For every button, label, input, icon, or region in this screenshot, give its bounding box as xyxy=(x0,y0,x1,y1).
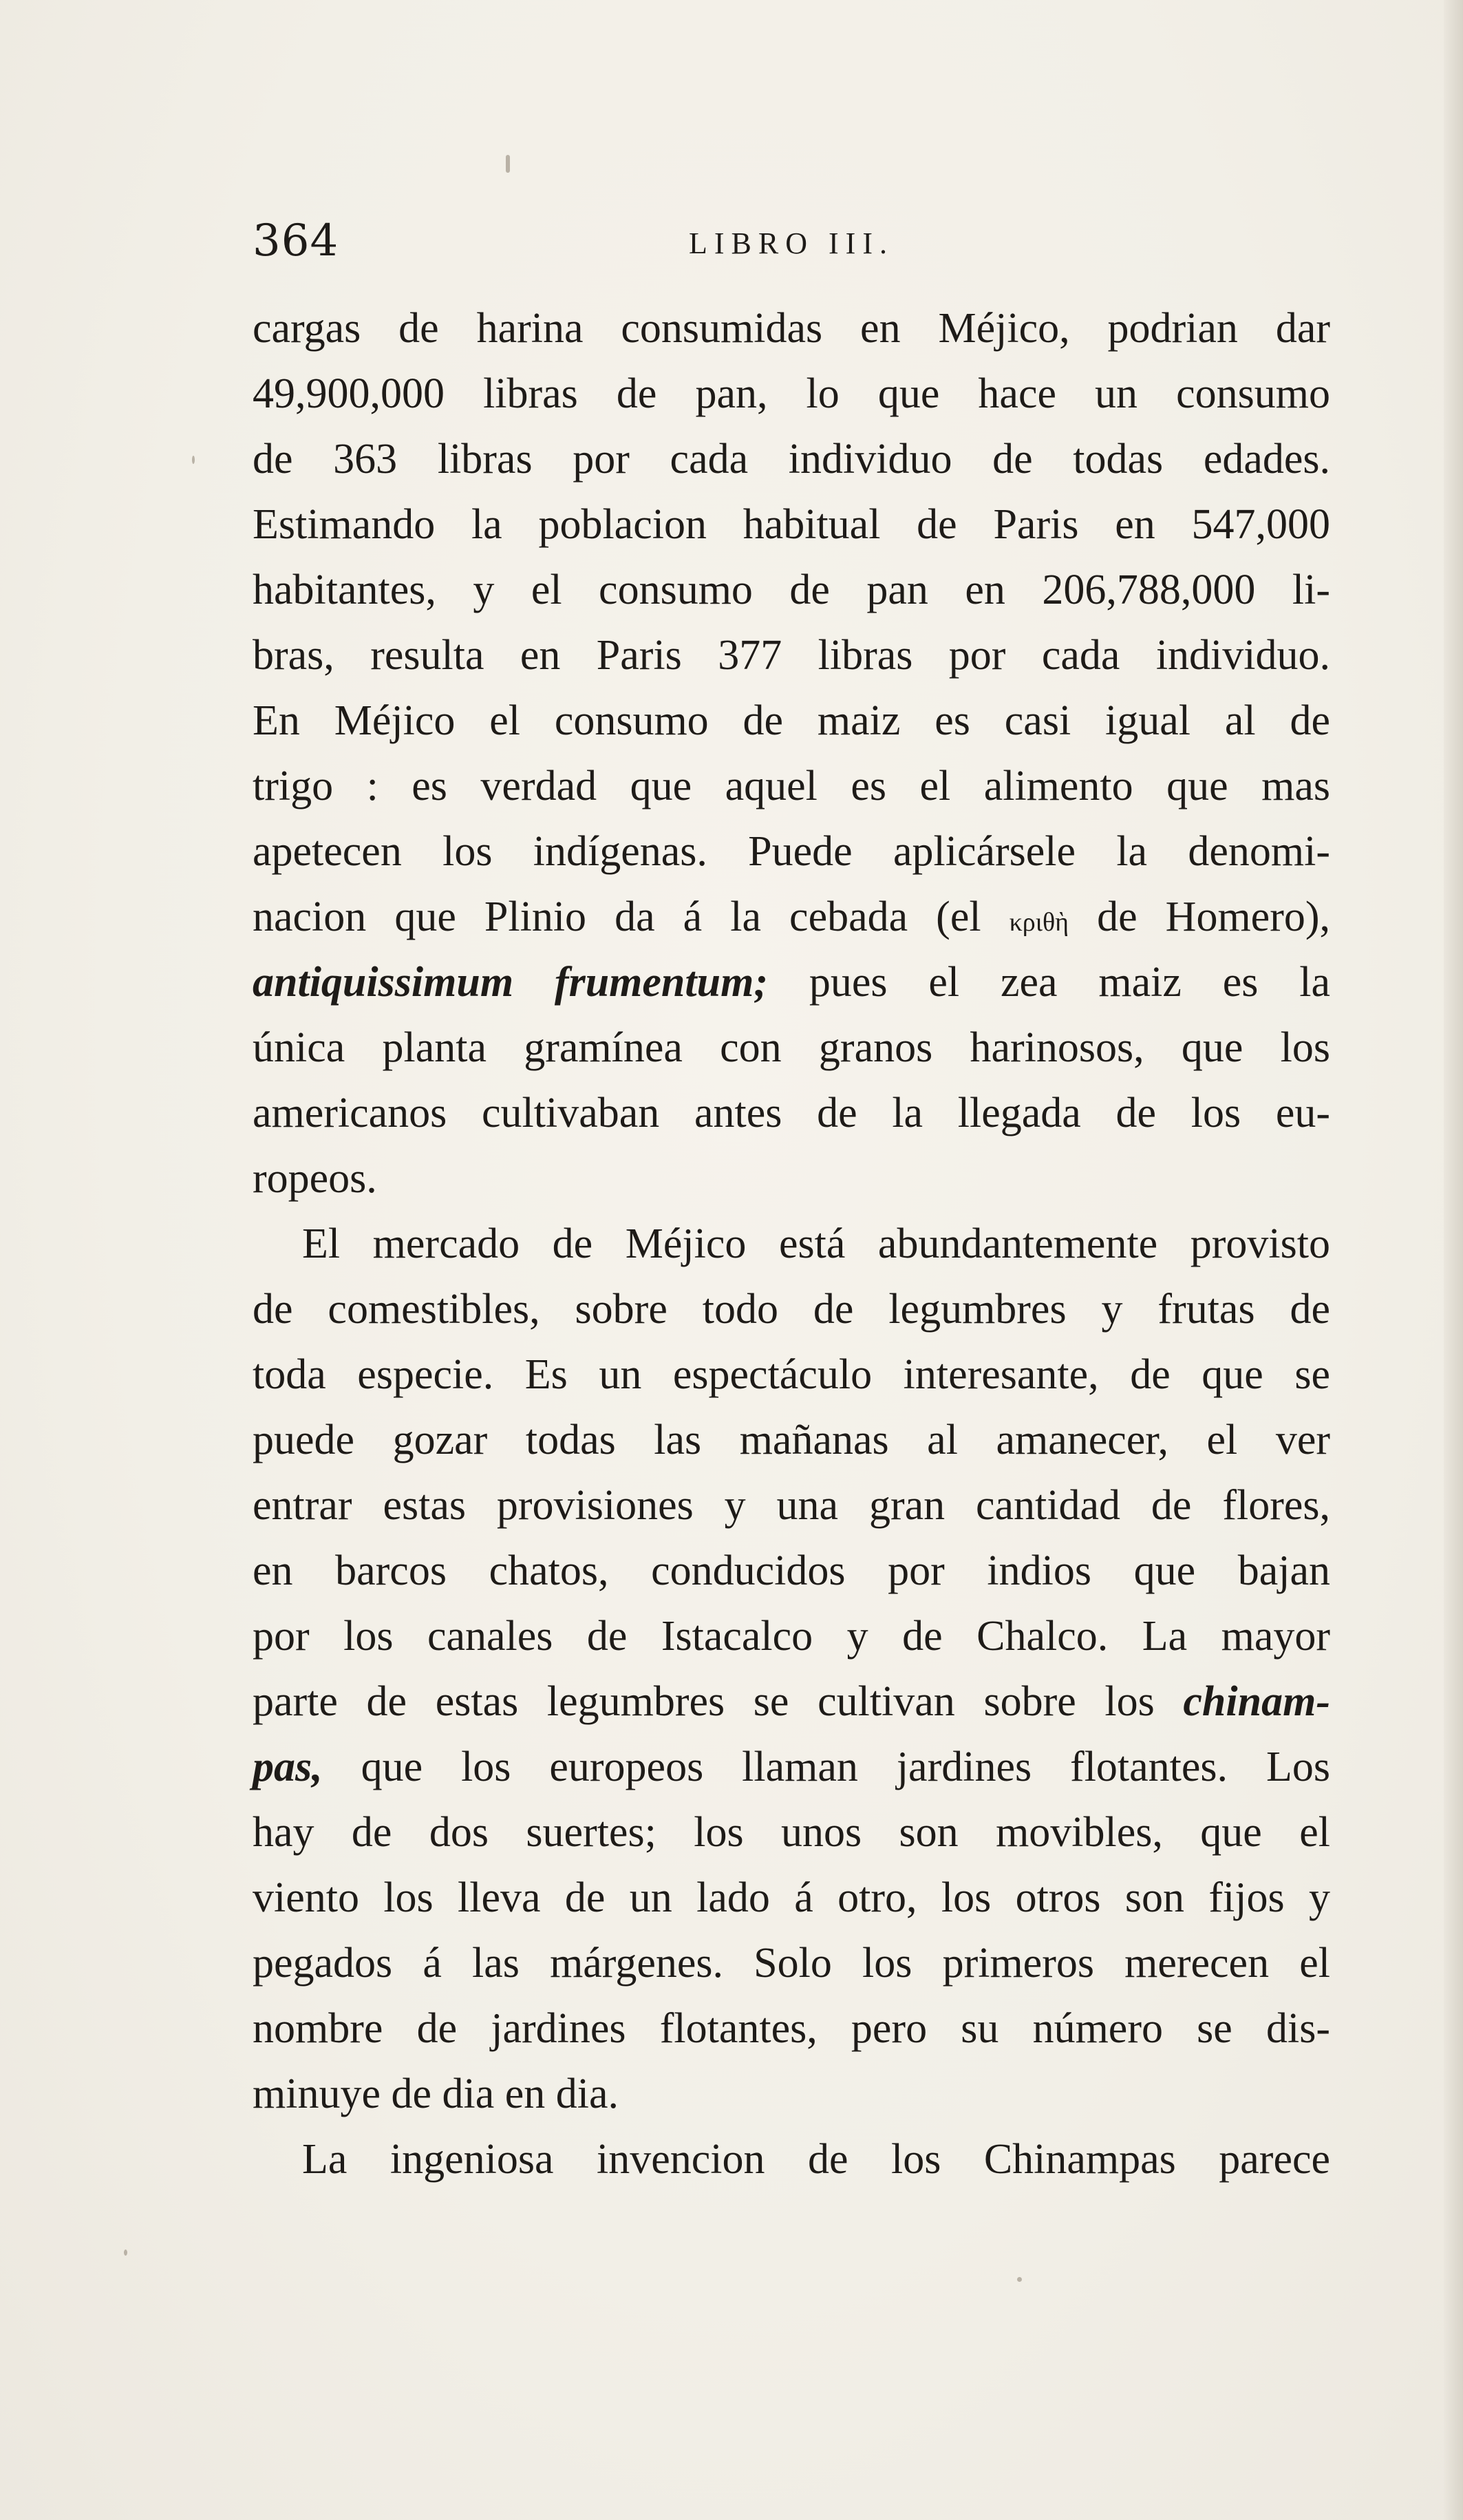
text-line: nombre de jardines flotantes, pero su número se dis- xyxy=(253,2005,1330,2052)
text-line: pas, que los europeos llaman jardines flotantes. Los xyxy=(253,1744,1330,1790)
greek-word: κριθὴ xyxy=(1009,908,1069,937)
text-line: por los canales de Istacalco y de Chalco. La mayor xyxy=(253,1613,1330,1660)
paper-speck xyxy=(192,456,195,464)
text-line: Estimando la poblacion habitual de Paris en 547,000 xyxy=(253,501,1330,548)
text-line: de comestibles, sobre todo de legumbres y frutas de xyxy=(253,1286,1330,1333)
text-line: bras, resulta en Paris 377 libras por cada individuo. xyxy=(253,632,1330,679)
text-line: antiquissimum frumentum; pues el zea maiz es la xyxy=(253,959,1330,1006)
text-line: toda especie. Es un espectáculo interesante, de que se xyxy=(253,1351,1330,1398)
page-number: 364 xyxy=(253,215,339,266)
text-line: hay de dos suertes; los unos son movibles, que el xyxy=(253,1809,1330,1856)
text-line: en barcos chatos, conducidos por indios que bajan xyxy=(253,1547,1330,1594)
page-edge-shadow xyxy=(1444,0,1463,2520)
paper-speck xyxy=(506,155,510,173)
body-text xyxy=(253,296,1330,2192)
text-line: de 363 libras por cada individuo de todas edades. xyxy=(253,436,1330,483)
text-line: entrar estas provisiones y una gran cantidad de flores, xyxy=(253,1482,1330,1529)
text-line: puede gozar todas las mañanas al amanecer, el ver xyxy=(253,1417,1330,1463)
page-header xyxy=(253,213,1330,268)
text-line: minuye de dia en dia. xyxy=(253,2071,619,2117)
text-line: trigo : es verdad que aquel es el alimento que mas xyxy=(253,763,1330,809)
text-line: habitantes, y el consumo de pan en 206,788,000 li- xyxy=(253,567,1330,613)
paragraph-start-line: La ingeniosa invencion de los Chinampas parece xyxy=(302,2136,1330,2183)
text-line: apetecen los indígenas. Puede aplicársele la denomi- xyxy=(253,828,1330,875)
latin-phrase: antiquissimum frumentum; xyxy=(253,959,768,1006)
text-line: nacion que Plinio da á la cebada (el κριθὴ de Homero), xyxy=(253,893,1330,940)
text-line: americanos cultivaban antes de la llegada de los eu- xyxy=(253,1090,1330,1136)
paper-speck xyxy=(124,2249,127,2256)
paper-speck xyxy=(1017,2277,1022,2282)
italic-term: pas, xyxy=(253,1744,323,1790)
text-line: parte de estas legumbres se cultivan sobre los chinam- xyxy=(253,1678,1330,1725)
text-line: cargas de harina consumidas en Méjico, podrian dar xyxy=(253,305,1330,352)
italic-term: chinam- xyxy=(1183,1678,1330,1725)
text-line: En Méjico el consumo de maiz es casi igual al de xyxy=(253,697,1330,744)
text-line: pegados á las márgenes. Solo los primeros merecen el xyxy=(253,1940,1330,1987)
text-line: ropeos. xyxy=(253,1155,377,1202)
text-line: única planta gramínea con granos harinosos, que los xyxy=(253,1024,1330,1071)
paragraph-start-line: El mercado de Méjico está abundantemente provisto xyxy=(302,1220,1330,1267)
running-head: LIBRO III. xyxy=(689,226,894,260)
text-line: viento los lleva de un lado á otro, los otros son fijos y xyxy=(253,1874,1330,1921)
text-line: 49,900,000 libras de pan, lo que hace un consumo xyxy=(253,370,1330,417)
